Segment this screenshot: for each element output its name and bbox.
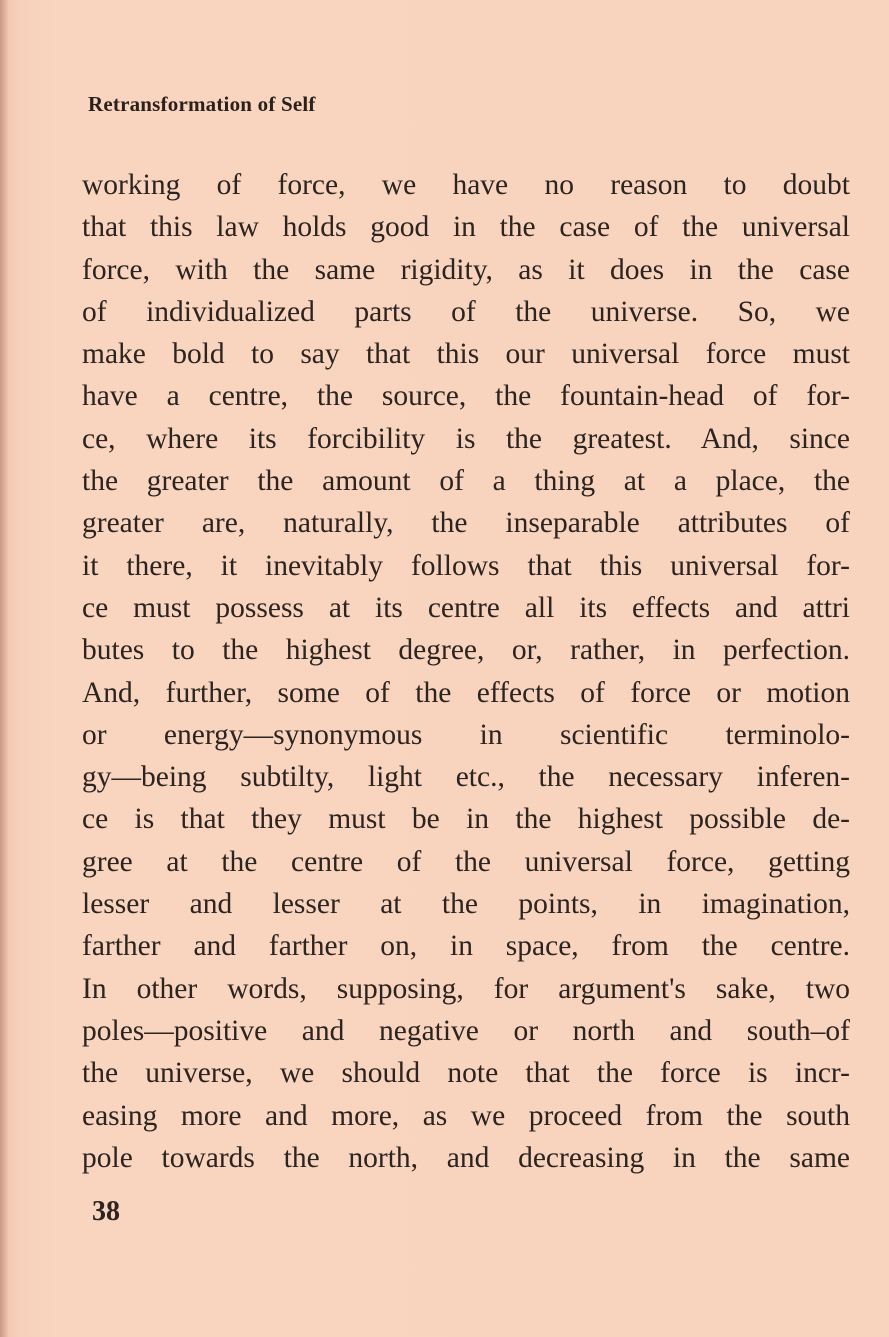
text-line: ce must possess at its centre all its effects and attri <box>82 591 850 624</box>
text-line: easing more and more, as we proceed from the south <box>82 1099 850 1132</box>
text-line: or energy—synonymous in scientific terminolo- <box>82 718 850 751</box>
text-line: make bold to say that this our universal force must <box>82 338 850 371</box>
text-line: ce is that they must be in the highest possible de- <box>82 803 850 836</box>
text-line: working of force, we have no reason to doubt <box>82 169 850 201</box>
page-number: 38 <box>92 1196 120 1227</box>
text-line: butes to the highest degree, or, rather, in perfection. <box>82 634 850 667</box>
text-line: And, further, some of the effects of force or motion <box>82 676 850 709</box>
body-text <box>82 164 850 1179</box>
text-line: gy—being subtilty, light etc., the necessary inferen- <box>82 761 850 794</box>
text-line: of individualized parts of the universe. So, we <box>82 295 850 328</box>
text-line: the greater the amount of a thing at a place, the <box>82 465 850 498</box>
running-head: Retransformation of Self <box>88 92 316 116</box>
text-line: In other words, supposing, for argument's sake, two <box>82 972 850 1005</box>
page-binding-edge <box>0 0 8 1337</box>
text-line: greater are, naturally, the inseparable attributes of <box>82 507 850 540</box>
text-line: that this law holds good in the case of the universal <box>82 211 850 244</box>
text-line: farther and farther on, in space, from the centre. <box>82 930 850 963</box>
text-line: force, with the same rigidity, as it does in the case <box>82 253 850 286</box>
text-line: it there, it inevitably follows that this universal for- <box>82 549 850 582</box>
text-line: the universe, we should note that the force is incr- <box>82 1057 850 1090</box>
text-line: poles—positive and negative or north and south–of <box>82 1014 850 1047</box>
text-line: pole towards the north, and decreasing in the same <box>82 1141 850 1174</box>
text-line: lesser and lesser at the points, in imagination, <box>82 888 850 921</box>
text-line: gree at the centre of the universal force, getting <box>82 845 850 878</box>
text-line: have a centre, the source, the fountain-head of for- <box>82 380 850 413</box>
text-line: ce, where its forcibility is the greatest. And, since <box>82 422 850 455</box>
